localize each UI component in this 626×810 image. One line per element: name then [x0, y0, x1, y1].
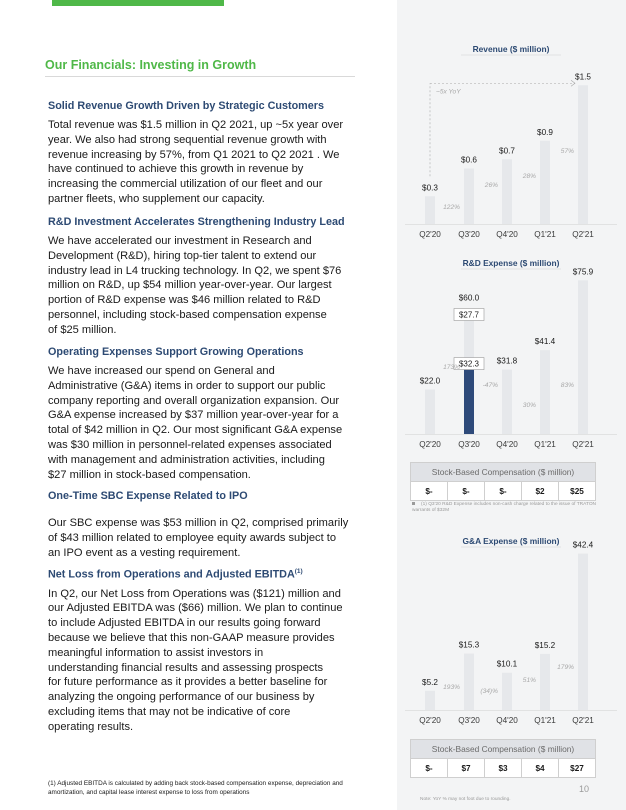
growth-label: 28%: [522, 173, 536, 180]
ga-expense-chart: [397, 530, 626, 738]
bar: [464, 654, 474, 710]
tick-label: Q1'21: [534, 230, 556, 239]
sbc-table-header: Stock-Based Compensation ($ million): [410, 739, 596, 759]
body-line: our Adjusted EBITDA was ($66) million. We plan to continue: [48, 602, 343, 615]
tick-label: Q2'21: [572, 716, 594, 725]
tick-label: Q3'20: [458, 230, 480, 239]
body-line: revenue increasing by 57%, from Q1 2021 to Q2 2021 . We: [48, 148, 340, 161]
bar: [578, 280, 588, 434]
body-line: We have accelerated our investment in Research and: [48, 235, 312, 247]
sbc-table-row: [410, 482, 596, 501]
data-label: $0.7: [499, 146, 515, 156]
section-heading: One-Time SBC Expense Related to IPO: [48, 490, 248, 502]
growth-label: 26%: [484, 182, 498, 189]
section-body: [48, 516, 348, 560]
growth-label: 83%: [560, 382, 574, 389]
bar-breakdown-label: $27.7: [458, 310, 480, 320]
bar-segment-noncash: [464, 369, 474, 434]
body-line: million on R&D, up $54 million year-over-year. Our largest: [48, 279, 332, 292]
ga-sbc-table: [410, 739, 596, 778]
body-line: partner fleets, who supplement our capacity.: [48, 192, 265, 205]
data-label: $1.5: [575, 72, 591, 82]
bar: [425, 196, 435, 224]
growth-label: 122%: [443, 204, 460, 211]
sbc-cell: $4: [522, 759, 559, 777]
body-line: industry lead in L4 trucking technology. In Q2, we spent $76: [48, 264, 342, 277]
sbc-cell: $-: [411, 759, 448, 777]
body-line: Administrative (G&A) items in order to support our public: [48, 379, 326, 392]
data-label: $0.3: [422, 183, 438, 193]
body-line: Development (R&D), hiring top-tier talent to extend our: [48, 249, 317, 262]
chart-title: G&A Expense ($ million): [462, 536, 560, 546]
section-heading: Solid Revenue Growth Driven by Strategic Customers: [48, 100, 324, 112]
growth-label: (34)%: [480, 688, 498, 695]
bar: [578, 85, 588, 224]
body-line: Our SBC expense was $53 million in Q2, comprised primarily: [48, 517, 349, 529]
bar: [425, 691, 435, 710]
bar: [540, 141, 550, 224]
body-line: to include Adjusted EBITDA in our results going forward: [48, 617, 321, 630]
bar: [502, 673, 512, 710]
tick-label: Q4'20: [496, 230, 518, 239]
tick-label: Q4'20: [496, 716, 518, 725]
body-line: increasing the commercial utilization of our fleet and our: [48, 178, 323, 191]
body-line: have continued to achieve this growth in revenue by: [48, 163, 304, 176]
section-heading: Operating Expenses Support Growing Operations: [48, 346, 304, 358]
body-line: of $25 million.: [48, 323, 117, 336]
body-line: understanding financial results and assessing prospects: [48, 661, 324, 674]
data-label: $60.0: [458, 293, 480, 303]
body-line: meaningful information to assist investors in: [48, 646, 264, 659]
body-line: total of $42 million in Q2. Our most significant G&A expense: [48, 424, 343, 437]
top-accent-bar: [52, 0, 224, 6]
adjusted-ebitda-footnote: (1) Adjusted EBITDA is calculated by adding back stock-based compensation expense, depreciation and amortization, and capital lease interest expense to loss from operations: [48, 780, 343, 796]
section-body: [48, 234, 348, 338]
bar: [540, 350, 550, 434]
bar: [540, 654, 550, 710]
growth-label: 179%: [557, 664, 574, 671]
body-line: analyzing the ongoing performance of our business by: [48, 691, 315, 704]
yoy-annotation: ~5x YoY: [436, 88, 461, 96]
tick-label: Q2'21: [572, 230, 594, 239]
section-heading: Net Loss from Operations and Adjusted EBITDA$^{(1)}$: [48, 568, 303, 581]
sbc-cell: $7: [448, 759, 485, 777]
revenue-chart: [397, 38, 626, 248]
bar: [425, 389, 435, 434]
title-divider: [45, 76, 355, 77]
body-line: excluding items that may not be indicative of core: [48, 705, 291, 718]
body-line: company reporting and overall organization expansion. Our: [48, 394, 340, 407]
rd-expense-chart: [397, 252, 626, 460]
bullet-icon: [412, 502, 415, 505]
growth-label: 193%: [443, 684, 460, 691]
growth-label: -47%: [482, 382, 498, 389]
tick-label: Q3'20: [458, 440, 480, 449]
body-line: was $30 million in personnel-related expenses associated: [48, 438, 332, 451]
rd-sbc-table: [410, 462, 596, 501]
tick-label: Q1'21: [534, 440, 556, 449]
section-body: [48, 118, 348, 207]
bar: [502, 159, 512, 224]
body-line: of $43 million related to employee equity awards subject to: [48, 531, 336, 544]
data-label: $75.9: [572, 267, 594, 277]
sbc-cell: $3: [485, 759, 522, 777]
data-label: $22.0: [419, 376, 441, 386]
body-line: for future performance as it provides a better baseline for: [48, 676, 328, 689]
section-body: [48, 587, 348, 735]
tick-label: Q1'21: [534, 716, 556, 725]
rounding-note: Note: YoY % may not foot due to rounding.: [420, 797, 511, 802]
data-label: $0.6: [461, 155, 477, 165]
chart-title: Revenue ($ million): [472, 44, 550, 54]
data-label: $31.8: [496, 356, 518, 366]
body-line: We have increased our spend on General and: [48, 365, 275, 377]
sbc-cell: $-: [485, 482, 522, 500]
section-rd: [48, 216, 348, 338]
growth-label: 57%: [560, 148, 574, 155]
section-net-loss: [48, 568, 348, 735]
body-line: an IPO event as a vesting requirement.: [48, 546, 241, 559]
sbc-cell: $-: [411, 482, 448, 500]
section-body: [48, 364, 348, 482]
section-sbc: [48, 490, 348, 560]
tick-label: Q2'20: [419, 716, 441, 725]
sbc-cell: $2: [522, 482, 559, 500]
body-line: portion of R&D expense was $46 million related to R&D: [48, 294, 321, 307]
growth-label: 30%: [522, 402, 536, 409]
data-label: $41.4: [534, 337, 556, 347]
sbc-table-row: [410, 759, 596, 778]
body-line: Total revenue was $1.5 million in Q2 2021, up ~5x year over: [48, 119, 344, 131]
chart-title: R&D Expense ($ million): [462, 258, 560, 268]
data-label: $15.3: [458, 640, 480, 650]
body-line: In Q2, our Net Loss from Operations was ($121) million and: [48, 587, 341, 600]
body-line: G&A expense increased by $37 million year-over-year for a: [48, 409, 339, 422]
body-line: personnel, including stock-based compensation expense: [48, 308, 327, 321]
section-opex: [48, 346, 348, 482]
tick-label: Q2'21: [572, 440, 594, 449]
data-label: $0.9: [537, 127, 553, 137]
body-line: year. We also had strong sequential revenue growth with: [48, 133, 327, 146]
data-label: $5.2: [422, 677, 438, 687]
tick-label: Q2'20: [419, 230, 441, 239]
body-line: because we believe that this non-GAAP measure provides: [48, 631, 335, 644]
rd-expense-note: (1) Q3'20 R&D Expense includes non-cash charge related to the issue of TRATON warrants of $32M: [412, 502, 597, 514]
sbc-cell: $25: [570, 486, 584, 496]
section-heading: R&D Investment Accelerates Strengthening Industry Lead: [48, 216, 345, 228]
bar-breakdown-label: $32.3: [458, 359, 480, 369]
page-number: 10: [579, 784, 590, 794]
bar: [464, 169, 474, 225]
section-revenue: [48, 100, 348, 207]
body-line: $27 million in stock-based compensation.: [48, 468, 251, 481]
tick-label: Q4'20: [496, 440, 518, 449]
sbc-table-header: Stock-Based Compensation ($ million): [410, 462, 596, 482]
sbc-cell: $-: [448, 482, 485, 500]
growth-label: 51%: [522, 677, 536, 684]
growth-label: 173%: [443, 364, 460, 371]
bar: [502, 370, 512, 434]
sbc-cell: $27: [570, 763, 584, 773]
body-line: with management and administration activities, including: [48, 453, 325, 466]
data-label: $15.2: [534, 640, 556, 650]
tick-label: Q2'20: [419, 440, 441, 449]
bar: [578, 554, 588, 710]
tick-label: Q3'20: [458, 716, 480, 725]
data-label: $42.4: [572, 540, 594, 550]
body-line: operating results.: [48, 720, 134, 733]
data-label: $10.1: [496, 659, 518, 669]
page-title: Our Financials: Investing in Growth: [45, 58, 257, 72]
